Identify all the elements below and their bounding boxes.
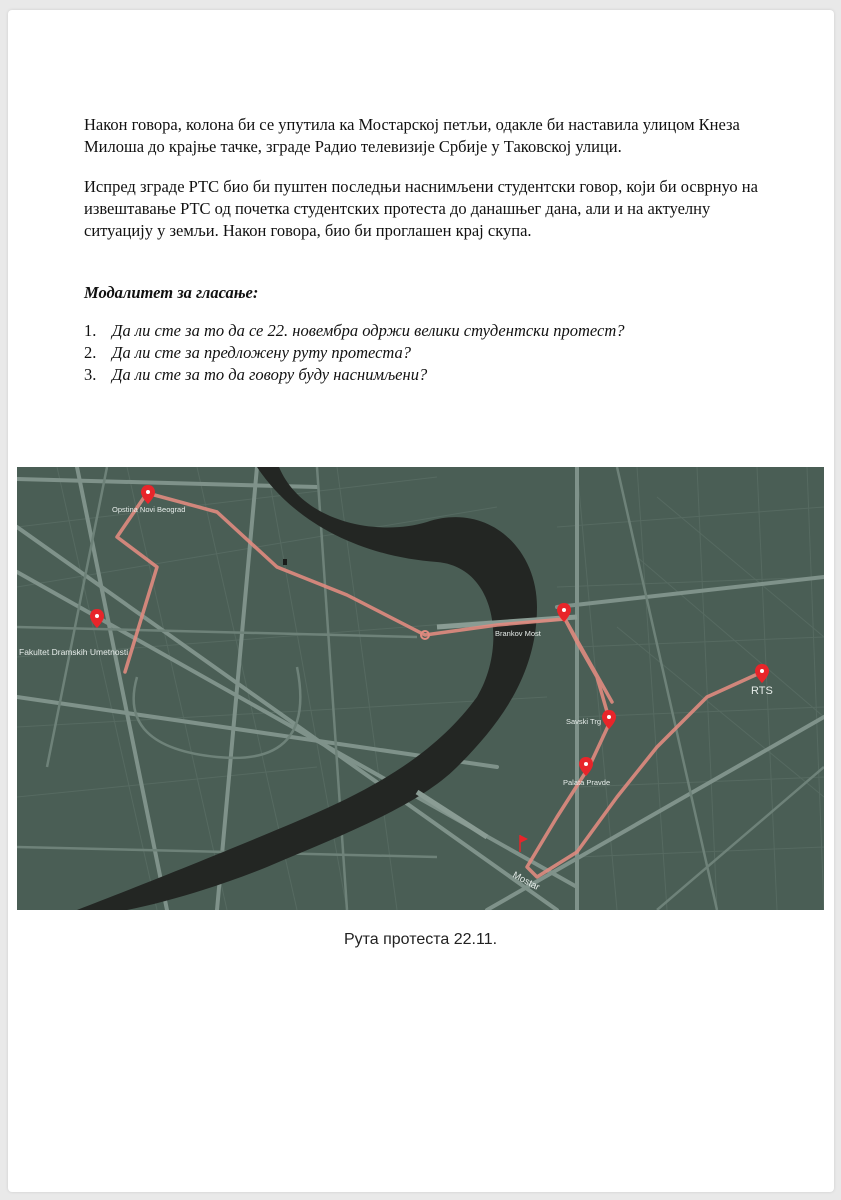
pin-palata-icon	[579, 757, 593, 776]
label-savski: Savski Trg	[566, 717, 602, 726]
question-text: Да ли сте за то да се 22. новембра одржи велики студентски протест?	[112, 321, 625, 340]
question-number: 3.	[84, 365, 97, 384]
label-fakultet: Fakultet Dramskih Umetnosti	[19, 647, 129, 657]
label-brankov: Brankov Most	[495, 629, 541, 638]
label-mostar: Mostar	[510, 869, 542, 894]
paragraph-route: Након говора, колона би се упутила ка Мостарској петљи, одакле би наставила улицом Кнеза Милоша до крајње тачке, зграде Радио телевизије Србије у Таковској улици.	[84, 115, 740, 156]
voting-heading: Модалитет за гласање:	[84, 283, 259, 302]
label-opstina: Opstina Novi Beograd	[112, 505, 186, 514]
label-palata: Palata Pravde	[563, 778, 611, 787]
question-number: 2.	[84, 343, 97, 362]
map-caption: Рута протеста 22.11.	[343, 931, 498, 948]
paragraph-rts: Испред зграде РТС био би пуштен последњи наснимљени студентски говор, који би осврнуо на извештавање РТС од почетка студентских протеста до данашњег дана, али и на актуелну ситуацију у земљи. Након говора, био би проглашен крај скупа.	[84, 177, 758, 240]
route-map	[17, 467, 824, 910]
question-text: Да ли сте за предложену руту протеста?	[112, 343, 412, 362]
pin-fakultet-icon	[90, 609, 104, 628]
start-flag-icon	[520, 835, 528, 852]
label-rts: RTS	[751, 685, 773, 697]
pin-savski-icon	[602, 710, 616, 729]
island	[283, 559, 287, 565]
question-number: 1.	[84, 321, 97, 340]
question-text: Да ли сте за то да говору буду наснимљени?	[112, 365, 428, 384]
map-canvas	[17, 467, 824, 910]
